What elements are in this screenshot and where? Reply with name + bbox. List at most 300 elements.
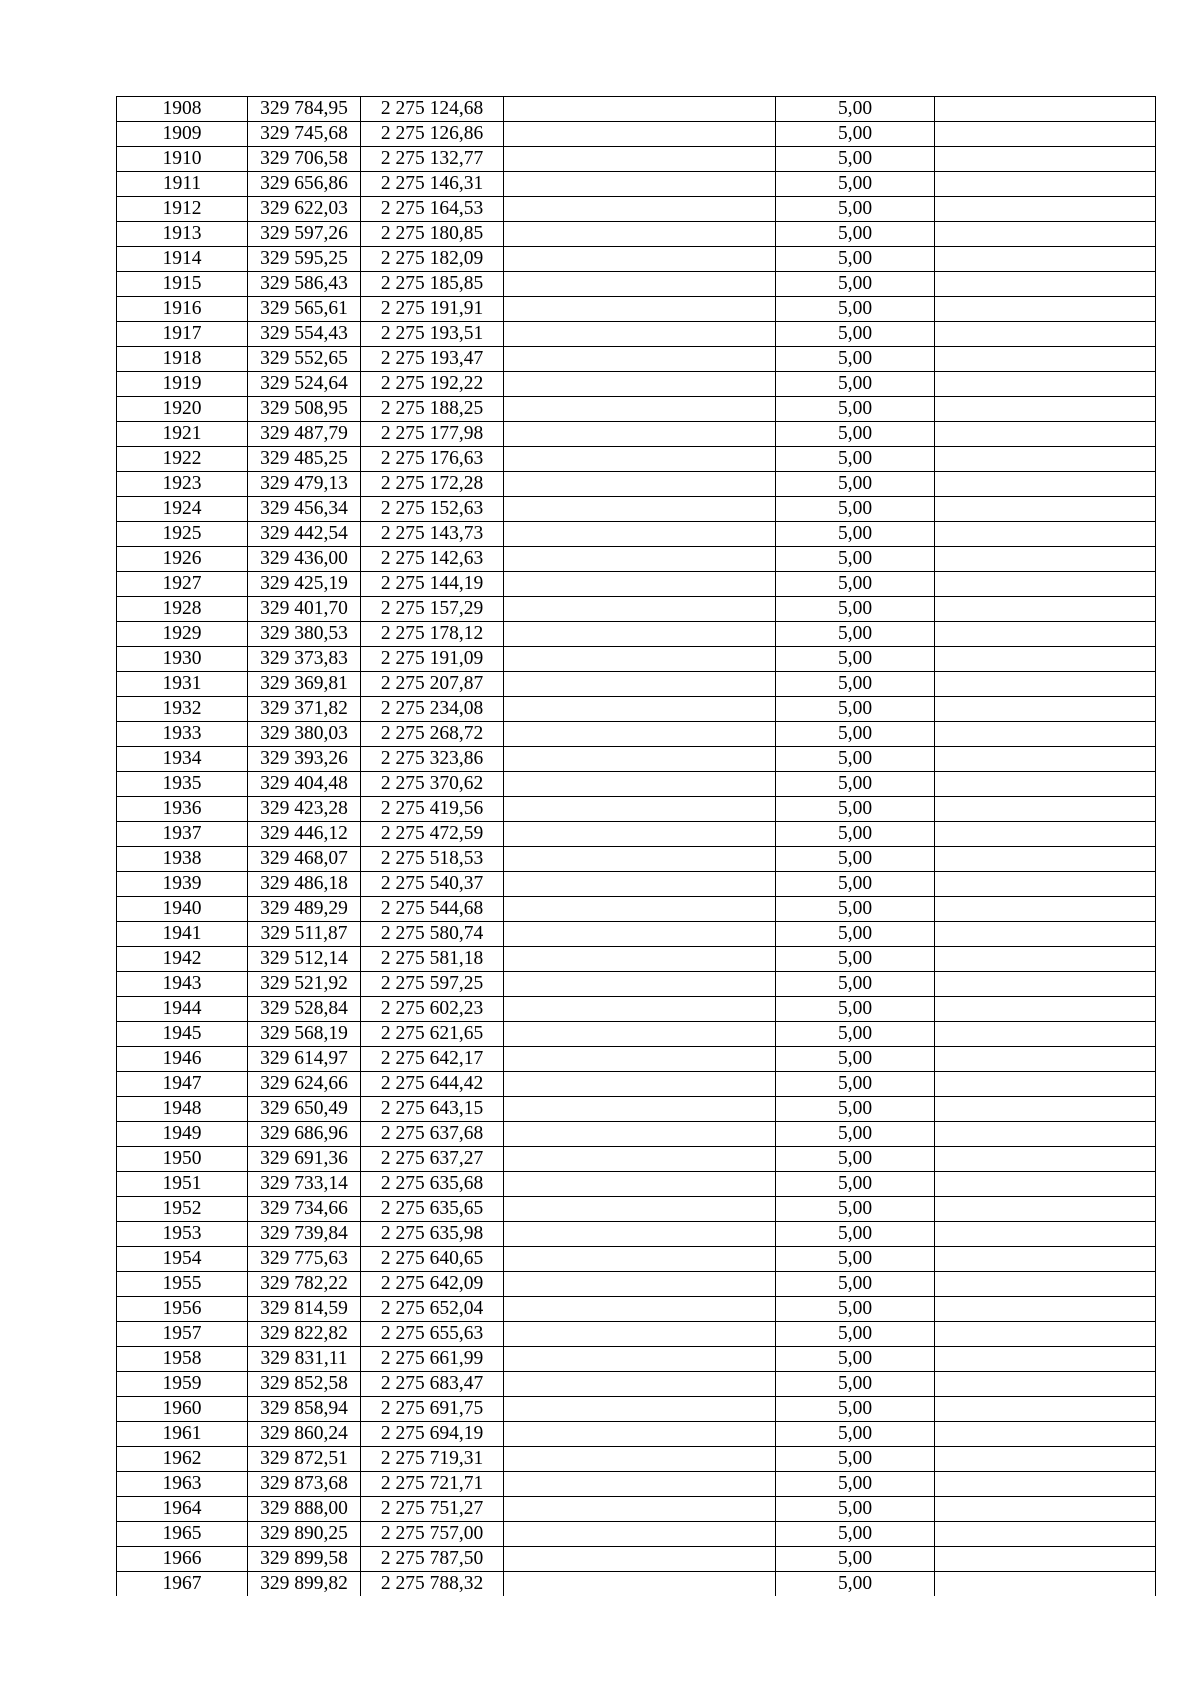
- empty-cell: [504, 897, 776, 922]
- point-number-cell: 1960: [117, 1397, 248, 1422]
- value-cell: 5,00: [776, 972, 935, 997]
- point-number-cell: 1951: [117, 1172, 248, 1197]
- value-cell: 5,00: [776, 322, 935, 347]
- value-cell: 5,00: [776, 247, 935, 272]
- y-coordinate-cell: 2 275 644,42: [361, 1072, 504, 1097]
- table-row: [117, 747, 1156, 772]
- table-row: [117, 672, 1156, 697]
- point-number-cell: 1945: [117, 1022, 248, 1047]
- y-coordinate-cell: 2 275 637,68: [361, 1122, 504, 1147]
- empty-cell: [935, 1247, 1156, 1272]
- point-number-cell: 1950: [117, 1147, 248, 1172]
- y-coordinate-cell: 2 275 635,98: [361, 1222, 504, 1247]
- value-cell: 5,00: [776, 772, 935, 797]
- empty-cell: [935, 747, 1156, 772]
- value-cell: 5,00: [776, 722, 935, 747]
- empty-cell: [935, 1072, 1156, 1097]
- y-coordinate-cell: 2 275 192,22: [361, 372, 504, 397]
- value-cell: 5,00: [776, 472, 935, 497]
- x-coordinate-cell: 329 733,14: [248, 1172, 361, 1197]
- empty-cell: [935, 1047, 1156, 1072]
- empty-cell: [935, 647, 1156, 672]
- x-coordinate-cell: 329 656,86: [248, 172, 361, 197]
- x-coordinate-cell: 329 369,81: [248, 672, 361, 697]
- x-coordinate-cell: 329 479,13: [248, 472, 361, 497]
- point-number-cell: 1914: [117, 247, 248, 272]
- point-number-cell: 1920: [117, 397, 248, 422]
- value-cell: 5,00: [776, 1347, 935, 1372]
- y-coordinate-cell: 2 275 602,23: [361, 997, 504, 1022]
- table-row: [117, 1347, 1156, 1372]
- x-coordinate-cell: 329 404,48: [248, 772, 361, 797]
- y-coordinate-cell: 2 275 419,56: [361, 797, 504, 822]
- x-coordinate-cell: 329 650,49: [248, 1097, 361, 1122]
- y-coordinate-cell: 2 275 142,63: [361, 547, 504, 572]
- x-coordinate-cell: 329 489,29: [248, 897, 361, 922]
- value-cell: 5,00: [776, 847, 935, 872]
- value-cell: 5,00: [776, 1447, 935, 1472]
- y-coordinate-cell: 2 275 581,18: [361, 947, 504, 972]
- table-row: [117, 1397, 1156, 1422]
- table-row: [117, 997, 1156, 1022]
- empty-cell: [504, 1097, 776, 1122]
- empty-cell: [504, 172, 776, 197]
- value-cell: 5,00: [776, 422, 935, 447]
- y-coordinate-cell: 2 275 126,86: [361, 122, 504, 147]
- empty-cell: [504, 572, 776, 597]
- table-row: [117, 447, 1156, 472]
- empty-cell: [504, 272, 776, 297]
- empty-cell: [504, 1222, 776, 1247]
- value-cell: 5,00: [776, 1247, 935, 1272]
- empty-cell: [935, 1522, 1156, 1547]
- y-coordinate-cell: 2 275 540,37: [361, 872, 504, 897]
- point-number-cell: 1912: [117, 197, 248, 222]
- empty-cell: [935, 1472, 1156, 1497]
- empty-cell: [504, 947, 776, 972]
- x-coordinate-cell: 329 739,84: [248, 1222, 361, 1247]
- x-coordinate-cell: 329 521,92: [248, 972, 361, 997]
- x-coordinate-cell: 329 568,19: [248, 1022, 361, 1047]
- x-coordinate-cell: 329 782,22: [248, 1272, 361, 1297]
- empty-cell: [504, 647, 776, 672]
- point-number-cell: 1953: [117, 1222, 248, 1247]
- point-number-cell: 1952: [117, 1197, 248, 1222]
- empty-cell: [504, 747, 776, 772]
- value-cell: 5,00: [776, 1147, 935, 1172]
- table-row: [117, 397, 1156, 422]
- value-cell: 5,00: [776, 1422, 935, 1447]
- point-number-cell: 1925: [117, 522, 248, 547]
- value-cell: 5,00: [776, 597, 935, 622]
- x-coordinate-cell: 329 565,61: [248, 297, 361, 322]
- empty-cell: [504, 1447, 776, 1472]
- empty-cell: [504, 122, 776, 147]
- value-cell: 5,00: [776, 797, 935, 822]
- table-row: [117, 847, 1156, 872]
- x-coordinate-cell: 329 524,64: [248, 372, 361, 397]
- empty-cell: [504, 1422, 776, 1447]
- empty-cell: [935, 322, 1156, 347]
- table-row: [117, 697, 1156, 722]
- table-row: [117, 1272, 1156, 1297]
- x-coordinate-cell: 329 485,25: [248, 447, 361, 472]
- table-row: [117, 1197, 1156, 1222]
- y-coordinate-cell: 2 275 661,99: [361, 1347, 504, 1372]
- table-row: [117, 497, 1156, 522]
- x-coordinate-cell: 329 745,68: [248, 122, 361, 147]
- value-cell: 5,00: [776, 1572, 935, 1597]
- empty-cell: [504, 1322, 776, 1347]
- table-row: [117, 122, 1156, 147]
- x-coordinate-cell: 329 595,25: [248, 247, 361, 272]
- empty-cell: [504, 922, 776, 947]
- empty-cell: [504, 547, 776, 572]
- empty-cell: [504, 322, 776, 347]
- point-number-cell: 1910: [117, 147, 248, 172]
- empty-cell: [504, 972, 776, 997]
- y-coordinate-cell: 2 275 642,17: [361, 1047, 504, 1072]
- value-cell: 5,00: [776, 1472, 935, 1497]
- empty-cell: [935, 1172, 1156, 1197]
- y-coordinate-cell: 2 275 124,68: [361, 97, 504, 122]
- value-cell: 5,00: [776, 1197, 935, 1222]
- y-coordinate-cell: 2 275 721,71: [361, 1472, 504, 1497]
- value-cell: 5,00: [776, 397, 935, 422]
- empty-cell: [935, 222, 1156, 247]
- empty-cell: [504, 622, 776, 647]
- empty-cell: [935, 1397, 1156, 1422]
- empty-cell: [935, 1347, 1156, 1372]
- empty-cell: [935, 1422, 1156, 1447]
- point-number-cell: 1931: [117, 672, 248, 697]
- point-number-cell: 1949: [117, 1122, 248, 1147]
- empty-cell: [935, 272, 1156, 297]
- x-coordinate-cell: 329 393,26: [248, 747, 361, 772]
- point-number-cell: 1958: [117, 1347, 248, 1372]
- table-row: [117, 372, 1156, 397]
- empty-cell: [935, 1097, 1156, 1122]
- x-coordinate-cell: 329 872,51: [248, 1447, 361, 1472]
- table-row: [117, 797, 1156, 822]
- table-row: [117, 1172, 1156, 1197]
- empty-cell: [935, 922, 1156, 947]
- y-coordinate-cell: 2 275 642,09: [361, 1272, 504, 1297]
- value-cell: 5,00: [776, 1372, 935, 1397]
- table-row: [117, 822, 1156, 847]
- point-number-cell: 1941: [117, 922, 248, 947]
- point-number-cell: 1956: [117, 1297, 248, 1322]
- point-number-cell: 1917: [117, 322, 248, 347]
- table-row: [117, 547, 1156, 572]
- point-number-cell: 1936: [117, 797, 248, 822]
- point-number-cell: 1918: [117, 347, 248, 372]
- table-row: [117, 647, 1156, 672]
- y-coordinate-cell: 2 275 152,63: [361, 497, 504, 522]
- point-number-cell: 1961: [117, 1422, 248, 1447]
- empty-cell: [935, 1197, 1156, 1222]
- empty-cell: [504, 1272, 776, 1297]
- empty-cell: [504, 1022, 776, 1047]
- empty-cell: [935, 172, 1156, 197]
- x-coordinate-cell: 329 528,84: [248, 997, 361, 1022]
- x-coordinate-cell: 329 487,79: [248, 422, 361, 447]
- table-row: [117, 872, 1156, 897]
- y-coordinate-cell: 2 275 637,27: [361, 1147, 504, 1172]
- y-coordinate-cell: 2 275 655,63: [361, 1322, 504, 1347]
- y-coordinate-cell: 2 275 193,51: [361, 322, 504, 347]
- y-coordinate-cell: 2 275 787,50: [361, 1547, 504, 1572]
- point-number-cell: 1927: [117, 572, 248, 597]
- value-cell: 5,00: [776, 1522, 935, 1547]
- point-number-cell: 1916: [117, 297, 248, 322]
- empty-cell: [504, 1147, 776, 1172]
- empty-cell: [935, 1297, 1156, 1322]
- x-coordinate-cell: 329 380,53: [248, 622, 361, 647]
- y-coordinate-cell: 2 275 132,77: [361, 147, 504, 172]
- value-cell: 5,00: [776, 697, 935, 722]
- point-number-cell: 1963: [117, 1472, 248, 1497]
- value-cell: 5,00: [776, 922, 935, 947]
- empty-cell: [935, 972, 1156, 997]
- point-number-cell: 1928: [117, 597, 248, 622]
- empty-cell: [504, 1472, 776, 1497]
- value-cell: 5,00: [776, 1397, 935, 1422]
- table-row: [117, 1447, 1156, 1472]
- empty-cell: [935, 1222, 1156, 1247]
- y-coordinate-cell: 2 275 143,73: [361, 522, 504, 547]
- x-coordinate-cell: 329 686,96: [248, 1122, 361, 1147]
- value-cell: 5,00: [776, 672, 935, 697]
- x-coordinate-cell: 329 442,54: [248, 522, 361, 547]
- empty-cell: [935, 1372, 1156, 1397]
- value-cell: 5,00: [776, 872, 935, 897]
- point-number-cell: 1962: [117, 1447, 248, 1472]
- empty-cell: [935, 1497, 1156, 1522]
- empty-cell: [504, 422, 776, 447]
- value-cell: 5,00: [776, 1122, 935, 1147]
- table-row: [117, 1297, 1156, 1322]
- empty-cell: [935, 872, 1156, 897]
- empty-cell: [504, 1122, 776, 1147]
- x-coordinate-cell: 329 822,82: [248, 1322, 361, 1347]
- empty-cell: [504, 1547, 776, 1572]
- table-row: [117, 297, 1156, 322]
- table-row: [117, 897, 1156, 922]
- point-number-cell: 1954: [117, 1247, 248, 1272]
- table-row: [117, 147, 1156, 172]
- x-coordinate-cell: 329 691,36: [248, 1147, 361, 1172]
- empty-cell: [935, 722, 1156, 747]
- empty-cell: [935, 147, 1156, 172]
- empty-cell: [504, 697, 776, 722]
- empty-cell: [935, 847, 1156, 872]
- value-cell: 5,00: [776, 147, 935, 172]
- y-coordinate-cell: 2 275 643,15: [361, 1097, 504, 1122]
- value-cell: 5,00: [776, 897, 935, 922]
- point-number-cell: 1913: [117, 222, 248, 247]
- empty-cell: [935, 1147, 1156, 1172]
- table-row: [117, 472, 1156, 497]
- point-number-cell: 1923: [117, 472, 248, 497]
- table-row: [117, 422, 1156, 447]
- value-cell: 5,00: [776, 1272, 935, 1297]
- table-row: [117, 1497, 1156, 1522]
- point-number-cell: 1929: [117, 622, 248, 647]
- y-coordinate-cell: 2 275 621,65: [361, 1022, 504, 1047]
- table-row: [117, 222, 1156, 247]
- empty-cell: [935, 1547, 1156, 1572]
- y-coordinate-cell: 2 275 172,28: [361, 472, 504, 497]
- x-coordinate-cell: 329 552,65: [248, 347, 361, 372]
- y-coordinate-cell: 2 275 719,31: [361, 1447, 504, 1472]
- empty-cell: [935, 797, 1156, 822]
- value-cell: 5,00: [776, 1222, 935, 1247]
- empty-cell: [935, 97, 1156, 122]
- table-row: [117, 1422, 1156, 1447]
- table-row: [117, 1322, 1156, 1347]
- point-number-cell: 1926: [117, 547, 248, 572]
- point-number-cell: 1909: [117, 122, 248, 147]
- point-number-cell: 1940: [117, 897, 248, 922]
- x-coordinate-cell: 329 446,12: [248, 822, 361, 847]
- empty-cell: [504, 797, 776, 822]
- y-coordinate-cell: 2 275 544,68: [361, 897, 504, 922]
- empty-cell: [935, 1572, 1156, 1597]
- table-row: [117, 972, 1156, 997]
- empty-cell: [504, 672, 776, 697]
- y-coordinate-cell: 2 275 177,98: [361, 422, 504, 447]
- table-row: [117, 1047, 1156, 1072]
- y-coordinate-cell: 2 275 180,85: [361, 222, 504, 247]
- x-coordinate-cell: 329 858,94: [248, 1397, 361, 1422]
- value-cell: 5,00: [776, 447, 935, 472]
- value-cell: 5,00: [776, 347, 935, 372]
- empty-cell: [504, 1347, 776, 1372]
- value-cell: 5,00: [776, 272, 935, 297]
- table-row: [117, 1547, 1156, 1572]
- table-row: [117, 947, 1156, 972]
- table-row: [117, 1022, 1156, 1047]
- point-number-cell: 1946: [117, 1047, 248, 1072]
- y-coordinate-cell: 2 275 268,72: [361, 722, 504, 747]
- empty-cell: [935, 1447, 1156, 1472]
- empty-cell: [935, 597, 1156, 622]
- empty-cell: [935, 297, 1156, 322]
- empty-cell: [935, 1122, 1156, 1147]
- empty-cell: [504, 97, 776, 122]
- x-coordinate-cell: 329 899,58: [248, 1547, 361, 1572]
- y-coordinate-cell: 2 275 640,65: [361, 1247, 504, 1272]
- point-number-cell: 1948: [117, 1097, 248, 1122]
- table-row: [117, 922, 1156, 947]
- empty-cell: [504, 1522, 776, 1547]
- x-coordinate-cell: 329 468,07: [248, 847, 361, 872]
- empty-cell: [935, 672, 1156, 697]
- value-cell: 5,00: [776, 122, 935, 147]
- value-cell: 5,00: [776, 222, 935, 247]
- y-coordinate-cell: 2 275 652,04: [361, 1297, 504, 1322]
- x-coordinate-cell: 329 425,19: [248, 572, 361, 597]
- empty-cell: [504, 597, 776, 622]
- y-coordinate-cell: 2 275 370,62: [361, 772, 504, 797]
- x-coordinate-cell: 329 831,11: [248, 1347, 361, 1372]
- y-coordinate-cell: 2 275 580,74: [361, 922, 504, 947]
- point-number-cell: 1943: [117, 972, 248, 997]
- point-number-cell: 1942: [117, 947, 248, 972]
- point-number-cell: 1966: [117, 1547, 248, 1572]
- empty-cell: [935, 1022, 1156, 1047]
- y-coordinate-cell: 2 275 185,85: [361, 272, 504, 297]
- table-row: [117, 347, 1156, 372]
- y-coordinate-cell: 2 275 234,08: [361, 697, 504, 722]
- x-coordinate-cell: 329 508,95: [248, 397, 361, 422]
- empty-cell: [935, 622, 1156, 647]
- x-coordinate-cell: 329 622,03: [248, 197, 361, 222]
- coordinates-table: [116, 96, 1156, 1596]
- x-coordinate-cell: 329 860,24: [248, 1422, 361, 1447]
- empty-cell: [504, 247, 776, 272]
- empty-cell: [935, 947, 1156, 972]
- point-number-cell: 1930: [117, 647, 248, 672]
- value-cell: 5,00: [776, 822, 935, 847]
- y-coordinate-cell: 2 275 751,27: [361, 1497, 504, 1522]
- empty-cell: [935, 472, 1156, 497]
- value-cell: 5,00: [776, 1547, 935, 1572]
- point-number-cell: 1957: [117, 1322, 248, 1347]
- table-row: [117, 1222, 1156, 1247]
- empty-cell: [504, 497, 776, 522]
- value-cell: 5,00: [776, 1047, 935, 1072]
- empty-cell: [935, 822, 1156, 847]
- x-coordinate-cell: 329 852,58: [248, 1372, 361, 1397]
- table-row: [117, 1522, 1156, 1547]
- table-row: [117, 1572, 1156, 1597]
- x-coordinate-cell: 329 436,00: [248, 547, 361, 572]
- empty-cell: [935, 697, 1156, 722]
- empty-cell: [504, 472, 776, 497]
- y-coordinate-cell: 2 275 193,47: [361, 347, 504, 372]
- x-coordinate-cell: 329 373,83: [248, 647, 361, 672]
- value-cell: 5,00: [776, 1172, 935, 1197]
- y-coordinate-cell: 2 275 597,25: [361, 972, 504, 997]
- value-cell: 5,00: [776, 572, 935, 597]
- point-number-cell: 1965: [117, 1522, 248, 1547]
- empty-cell: [504, 1297, 776, 1322]
- table-row: [117, 1472, 1156, 1497]
- value-cell: 5,00: [776, 747, 935, 772]
- y-coordinate-cell: 2 275 207,87: [361, 672, 504, 697]
- x-coordinate-cell: 329 706,58: [248, 147, 361, 172]
- y-coordinate-cell: 2 275 635,68: [361, 1172, 504, 1197]
- empty-cell: [504, 397, 776, 422]
- empty-cell: [504, 1372, 776, 1397]
- table-row: [117, 622, 1156, 647]
- table-row: [117, 172, 1156, 197]
- value-cell: 5,00: [776, 947, 935, 972]
- y-coordinate-cell: 2 275 146,31: [361, 172, 504, 197]
- empty-cell: [504, 872, 776, 897]
- table-row: [117, 247, 1156, 272]
- value-cell: 5,00: [776, 1297, 935, 1322]
- point-number-cell: 1908: [117, 97, 248, 122]
- x-coordinate-cell: 329 888,00: [248, 1497, 361, 1522]
- y-coordinate-cell: 2 275 182,09: [361, 247, 504, 272]
- empty-cell: [504, 1497, 776, 1522]
- table-row: [117, 1372, 1156, 1397]
- empty-cell: [935, 1322, 1156, 1347]
- empty-cell: [504, 222, 776, 247]
